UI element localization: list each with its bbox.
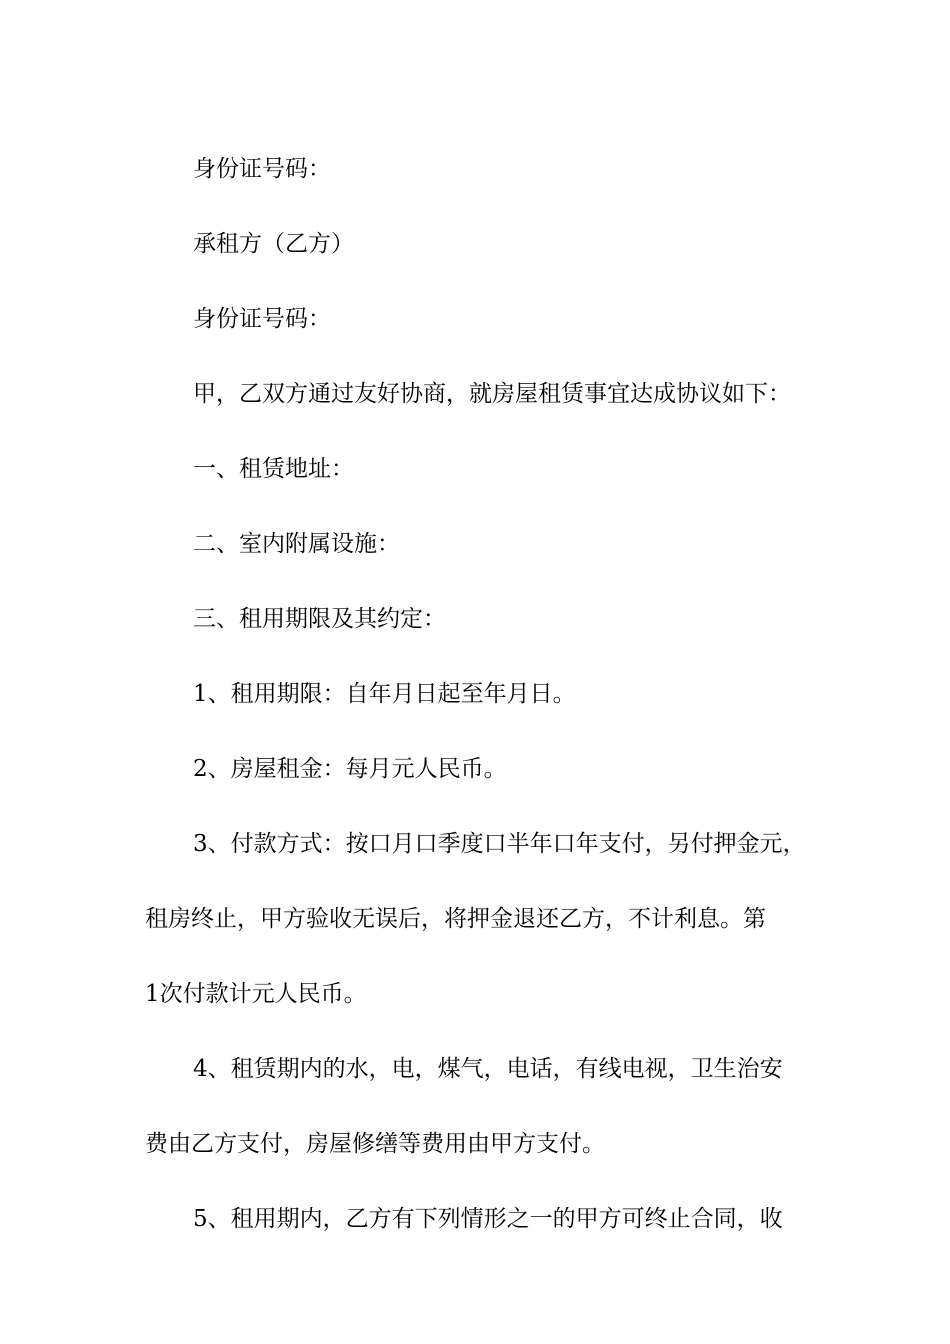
paragraph-section-3-term: 三、租用期限及其约定：: [193, 606, 446, 632]
document-body: [145, 132, 810, 1257]
paragraph-item-3-payment-cont-2: 1次付款计元人民币。: [145, 981, 367, 1007]
paragraph-item-2-rent: 2、房屋租金：每月元人民币。: [193, 756, 507, 782]
paragraph-lessee-label: 承租方（乙方）: [193, 231, 354, 257]
paragraph-agreement-intro: 甲，乙双方通过友好协商，就房屋租赁事宜达成协议如下：: [193, 381, 791, 407]
paragraph-item-4-utilities: 4、租赁期内的水，电，煤气，电话，有线电视，卫生治安: [193, 1056, 783, 1082]
paragraph-section-1-address: 一、租赁地址：: [193, 456, 354, 482]
paragraph-lessor-id-number: 身份证号码：: [193, 156, 331, 182]
paragraph-item-1-term: 1、租用期限：自年月日起至年月日。: [193, 681, 576, 707]
paragraph-section-2-facilities: 二、室内附属设施：: [193, 531, 400, 557]
paragraph-item-3-payment-cont-1: 租房终止，甲方验收无误后，将押金退还乙方，不计利息。第: [145, 906, 766, 932]
paragraph-item-5-termination: 5、租用期内，乙方有下列情形之一的甲方可终止合同，收: [193, 1206, 783, 1232]
paragraph-item-3-payment: 3、付款方式：按口月口季度口半年口年支付，另付押金元，: [193, 831, 806, 857]
paragraph-item-4-utilities-cont: 费由乙方支付，房屋修缮等费用由甲方支付。: [145, 1131, 605, 1157]
paragraph-lessee-id-number: 身份证号码：: [193, 306, 331, 332]
